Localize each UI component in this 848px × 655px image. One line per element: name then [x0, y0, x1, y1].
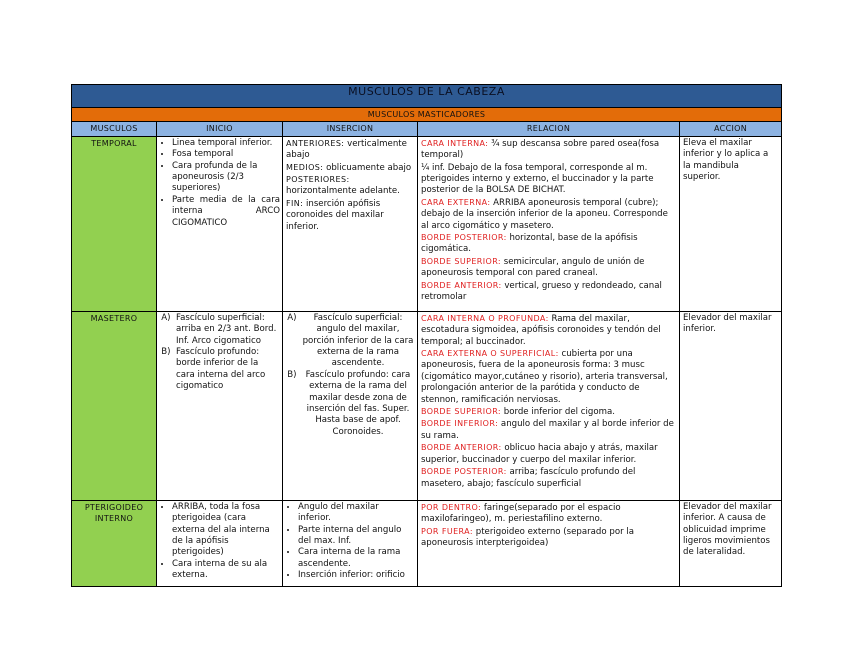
muscle-name-line: PTERIGOIDEO — [84, 502, 144, 512]
item-text: Rama del maxilar, escotadura sigmoidea, apófisis coronoides y tendón del temporal; al buccinador. — [421, 313, 661, 347]
title-row — [72, 85, 782, 108]
relacion-cell — [418, 500, 680, 586]
table-title: MUSCULOS DE LA CABEZA — [72, 85, 782, 108]
list-item: • Cara interna de la rama ascendente. — [298, 547, 414, 570]
list-item — [421, 406, 676, 418]
subtitle-row — [72, 108, 782, 122]
item-text: ARRIBA aponeurosis temporal (cubre); debajo de la inserción inferior de la aponeu. Corresponde al arco cigomático y masetero. — [421, 197, 668, 231]
muscle-name-line: INTERNO — [94, 514, 134, 524]
item-label: POSTERIORES: — [286, 175, 350, 185]
list-item — [421, 502, 676, 526]
item-text: borde inferior del cigoma. — [503, 407, 615, 418]
list-item — [286, 138, 414, 162]
table-subtitle: MUSCULOS MASTICADORES — [72, 108, 782, 122]
item-text: vertical, grueso y redondeado, canal retromolar — [421, 280, 662, 303]
list-item — [421, 313, 676, 348]
list-item: • Parte interna del angulo del max. Inf. — [298, 525, 414, 548]
list-item: • Cara interna de su ala externa. — [172, 559, 279, 582]
table-row-pterigoideo-interno — [72, 500, 782, 586]
list-item: A. Fascículo superficial: arriba en 2/3 ant. Bord. Inf. Arco cigomatico — [176, 313, 279, 347]
inicio-cell — [157, 311, 283, 500]
list-item: • Parte media de la cara interna ARCO CIGOMATICO — [172, 195, 280, 229]
accion-cell: Elevador del maxilar inferior. — [680, 311, 782, 500]
table-row-masetero — [72, 311, 782, 500]
item-label: POR DENTRO: — [421, 502, 482, 512]
item-label: BORDE ANTERIOR: — [421, 280, 502, 290]
list-item: • ARRIBA, toda la fosa pterigoidea (cara externa del ala interna de la apófisis pterigoides) — [172, 502, 279, 559]
header-row — [72, 122, 782, 136]
item-text: ¾ sup descansa sobre pared osea(fosa temporal) — [421, 138, 660, 161]
item-label: CARA EXTERNA: — [421, 197, 491, 207]
item-label: BORDE SUPERIOR: — [421, 256, 501, 266]
list-item — [421, 138, 676, 162]
list-item — [421, 348, 676, 406]
list-item — [286, 174, 414, 198]
item-text: horizontal, base de la apófisis cigomática. — [421, 233, 638, 255]
accion-cell: Elevador del maxilar inferior. A causa de oblicuidad imprime ligeros movimientos de lateralidad. — [680, 500, 782, 586]
inicio-cell — [157, 136, 283, 311]
item-label: MEDIOS: — [286, 162, 324, 172]
item-label: POR FUERA: — [421, 526, 473, 536]
item-label: ANTERIORES: — [286, 138, 345, 148]
list-item: B. Fascículo profundo: cara externa de la rama del maxilar desde zona de inserción del fas. Super. Hasta base de apof. Coronoides. — [302, 370, 414, 438]
item-text: faringe(separado por el espacio maxilofaringeo), m. periestafilino externo. — [421, 502, 621, 525]
header-musculos: MUSCULOS — [72, 122, 157, 136]
list-item: B. Fascículo profundo: borde inferior de la cara interna del arco cigomatico — [176, 347, 279, 393]
item-label: FIN: — [286, 198, 304, 208]
header-insercion: INSERCION — [283, 122, 418, 136]
list-item — [421, 197, 676, 232]
item-text: pterigoideo externo (separado por la aponeurosis interpterigoidea) — [421, 526, 635, 549]
list-item — [286, 162, 414, 174]
item-label: BORDE POSTERIOR: — [421, 467, 507, 477]
list-item — [421, 442, 676, 466]
list-item — [421, 256, 676, 280]
muscles-table — [71, 84, 782, 587]
item-label: CARA INTERNA: — [421, 138, 489, 148]
item-text: cubierta por una aponeurosis, fuera de la aponeurosis forma: 3 musc (cigomático mayor,cutáneo y risorio), arteria transversal, prolongación anterior de la parótida y conducto de stennon, ramificación nerviosas. — [421, 349, 668, 405]
item-label: BORDE INFERIOR: — [421, 419, 499, 429]
muscle-name: TEMPORAL — [72, 136, 157, 311]
list-item — [421, 280, 676, 304]
item-text: ¼ inf. Debajo de la fosa temporal, corresponde al m. pterigoides interno y externo, el buccinador y la parte posterior de la BOLSA DE BICHAT. — [421, 162, 654, 196]
list-item: • Angulo del maxilar inferior. — [298, 502, 414, 525]
list-item — [421, 466, 676, 490]
header-accion: ACCION — [680, 122, 782, 136]
list-item — [421, 526, 676, 550]
insercion-cell — [283, 136, 418, 311]
muscle-name — [72, 500, 157, 586]
item-text: arriba; fascículo profundo del masetero, abajo; fascículo superficial — [421, 467, 636, 489]
list-item: • Cara profunda de la aponeurosis (2/3 superiores) — [172, 161, 280, 195]
list-item — [286, 198, 414, 233]
header-inicio: INICIO — [157, 122, 283, 136]
item-label: CARA EXTERNA O SUPERFICIAL: — [421, 349, 559, 359]
table-row-temporal — [72, 136, 782, 311]
relacion-cell — [418, 311, 680, 500]
item-label: CARA INTERNA O PROFUNDA: — [421, 313, 549, 323]
item-text: inserción apófisis coronoides del maxilar inferior. — [286, 198, 384, 232]
insercion-cell — [283, 500, 418, 586]
item-text: semicircular, angulo de unión de aponeurosis temporal con pared craneal. — [421, 256, 645, 279]
muscle-name: MASETERO — [72, 311, 157, 500]
relacion-cell — [418, 136, 680, 311]
list-item: A. Fascículo superficial: angulo del maxilar, porción inferior de la cara externa de la rama ascendente. — [302, 313, 414, 370]
item-text: horizontalmente adelante. — [286, 186, 400, 197]
list-item: • Inserción inferior: orificio — [298, 570, 414, 581]
item-label: BORDE ANTERIOR: — [421, 443, 502, 453]
list-item — [421, 162, 676, 197]
inicio-cell — [157, 500, 283, 586]
list-item — [421, 232, 676, 256]
list-item: • Fosa temporal — [172, 149, 280, 160]
item-text: oblicuo hacia abajo y atrás, maxilar superior, buccinador y cuerpo del maxilar inferior. — [421, 443, 658, 465]
item-label: BORDE SUPERIOR: — [421, 407, 501, 417]
list-item — [421, 418, 676, 442]
insercion-cell — [283, 311, 418, 500]
item-text: angulo del maxilar y al borde inferior de su rama. — [421, 419, 674, 441]
item-text: verticalmente abajo — [286, 138, 407, 161]
list-item: • Linea temporal inferior. — [172, 138, 280, 149]
accion-cell: Eleva el maxilar inferior y lo aplica a la mandibula superior. — [680, 136, 782, 311]
header-relacion: RELACION — [418, 122, 680, 136]
item-text: oblicuamente abajo — [326, 162, 412, 173]
item-label: BORDE POSTERIOR: — [421, 233, 507, 243]
